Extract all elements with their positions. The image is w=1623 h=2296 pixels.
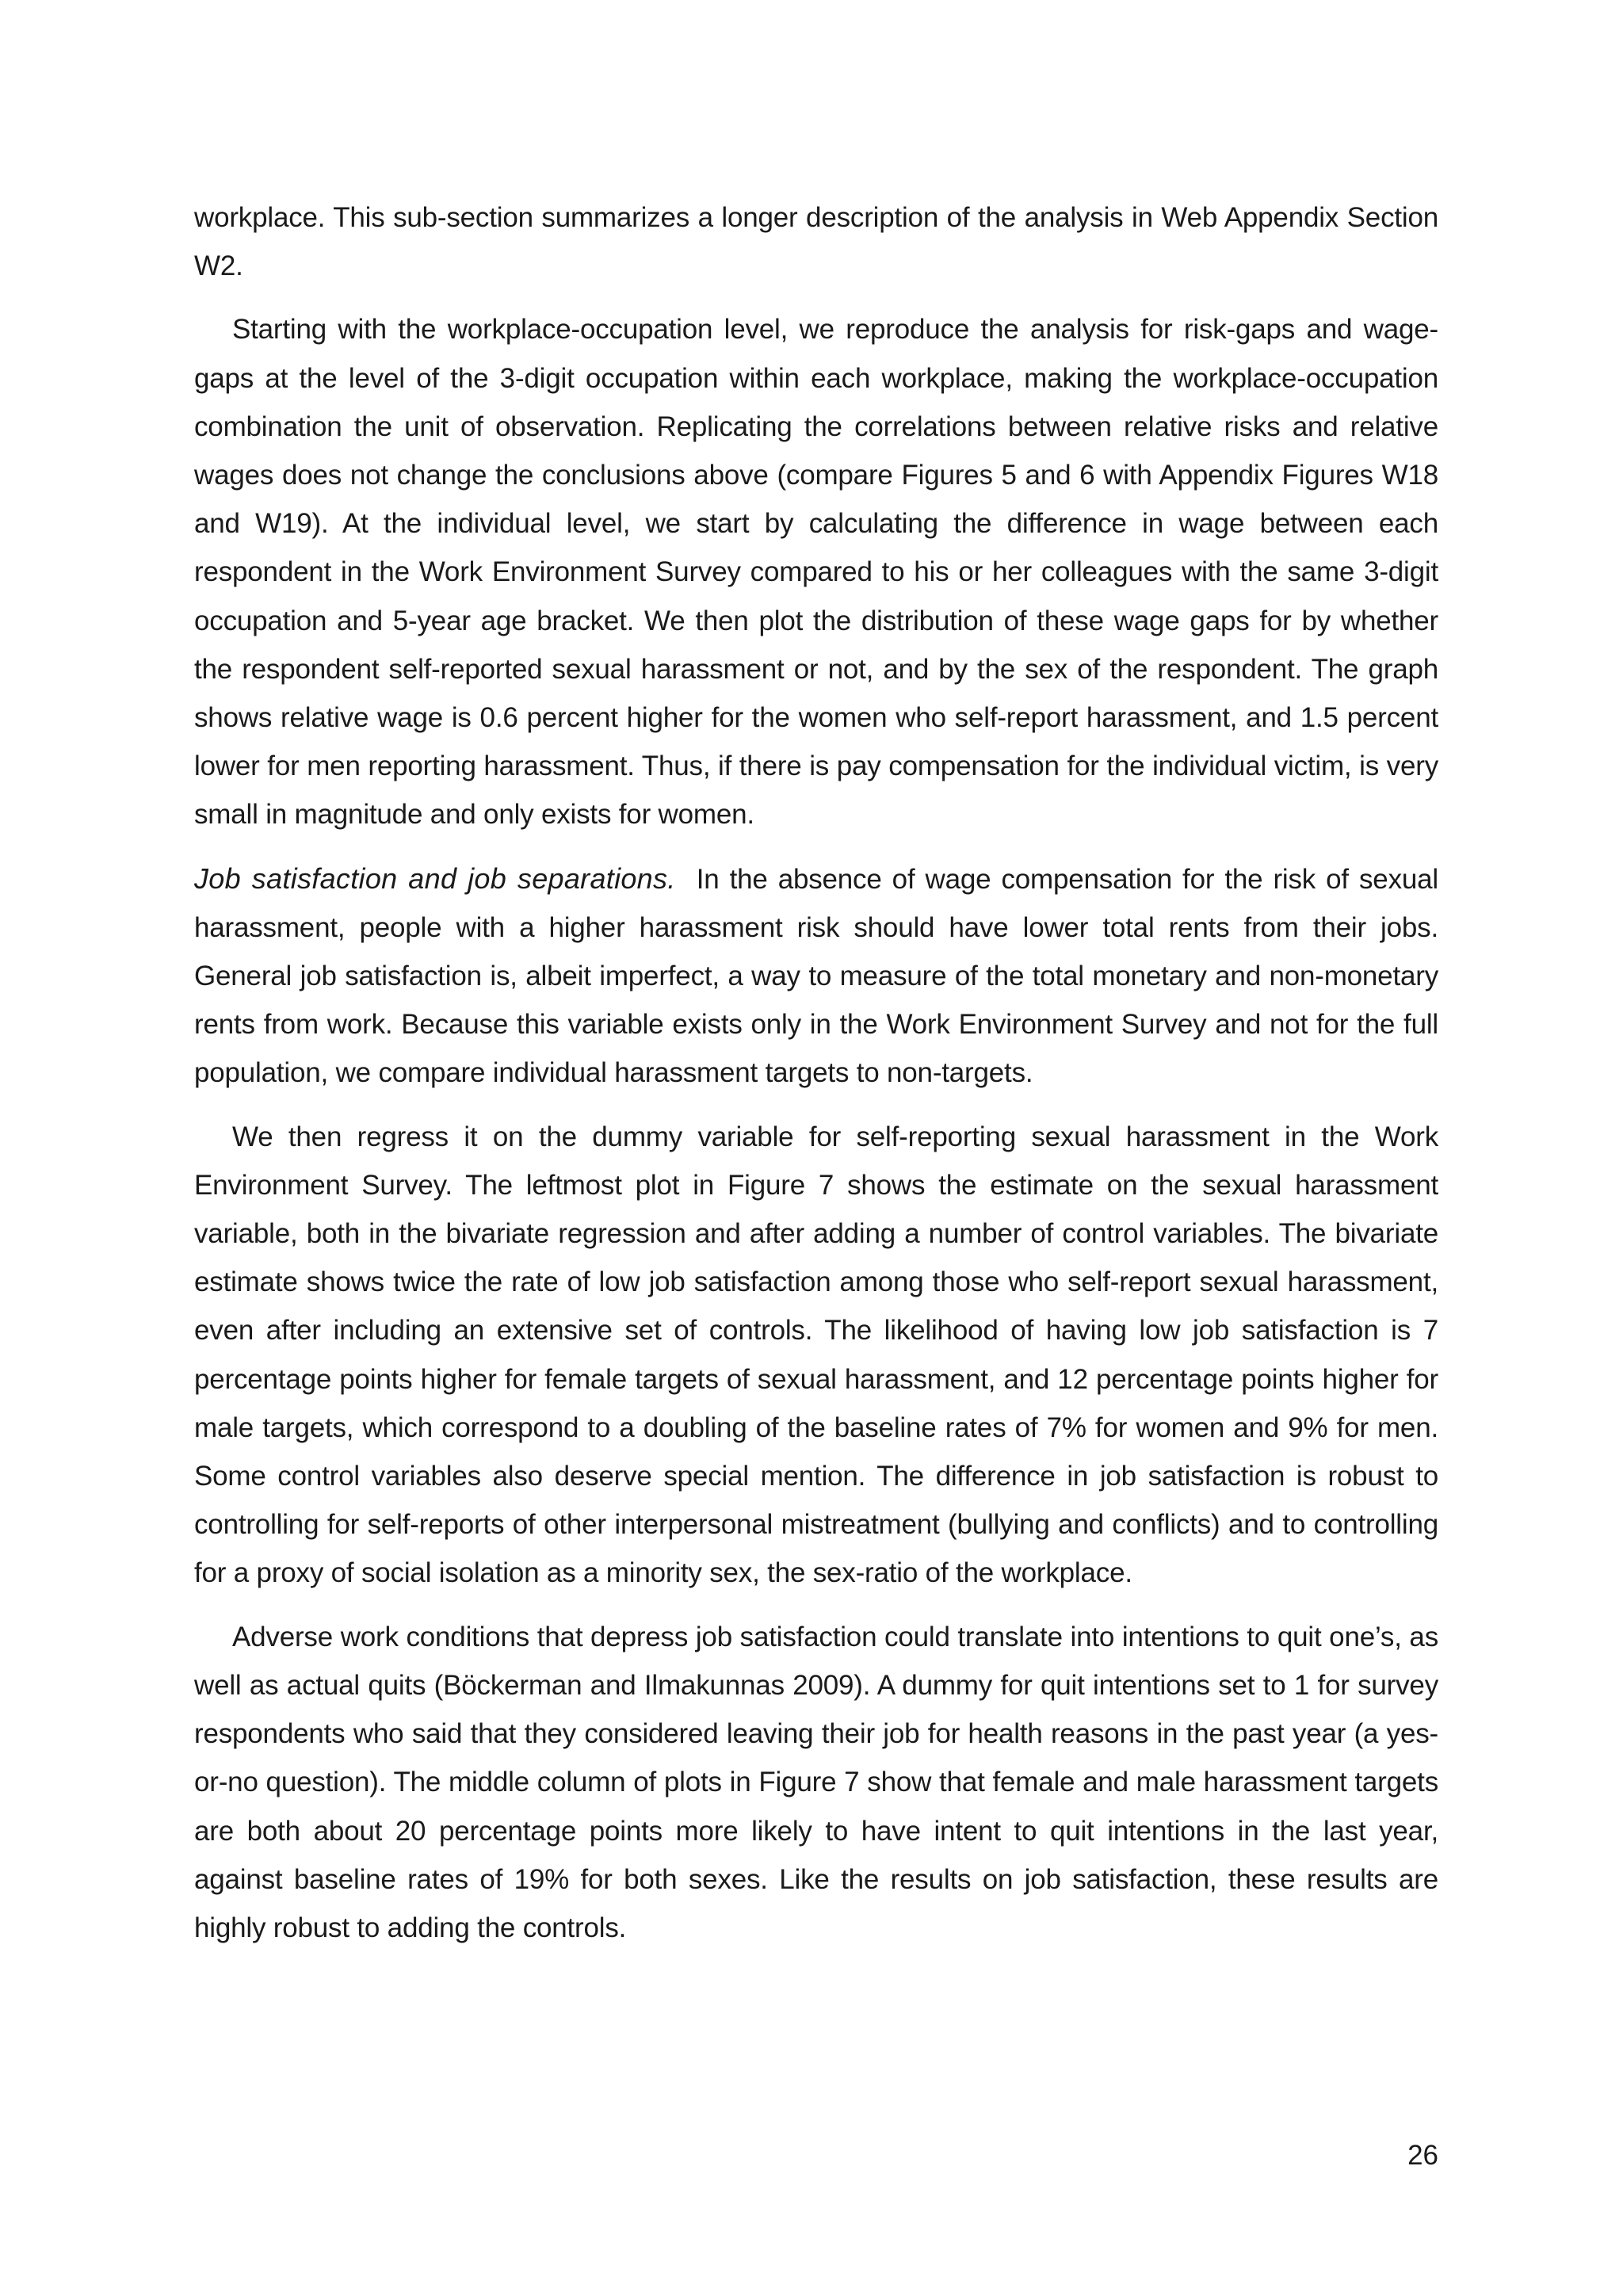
paragraph-quit-intentions: Adverse work conditions that depress job satisfaction could translate into intentions to quit one’s, as well as actual quits (Böckerman and Ilmakunnas 2009). A dummy for quit intentions set to 1 for survey respondents who said that they considered leaving their job for health reasons in the past year (a yes-or-no question). The middle column of plots in Figure 7 show that female and male harassment targets are both about 20 percentage points more likely to have intent to quit intentions in the last year, against baseline rates of 19% for both sexes. Like the results on job satisfaction, these results are highly robust to adding the controls. (194, 1621, 1438, 1943)
paragraph-job-satisfaction (194, 854, 1438, 1098)
paragraph-continued: workplace. This sub-section summarizes a longer description of the analysis in Web Appendix Section W2. (194, 202, 1438, 282)
paragraph-text: In the absence of wage compensation for the risk of sexual harassment, people with a higher harassment risk should have lower total rents from their jobs. General job satisfaction is, albeit imperfect, a way to measure of the total monetary and non-monetary rents from work. Because this variable exists only in the Work Environment Survey and not for the full population, we compare individual harassment targets to non-targets. (194, 863, 1438, 1089)
page-number: 26 (1407, 2140, 1438, 2171)
run-in-heading: Job satisfaction and job separations. (194, 861, 676, 895)
paragraph-regression: We then regress it on the dummy variable for self-reporting sexual harassment in the Work Environment Survey. The leftmost plot in Figure 7 shows the estimate on the sexual harassment variable, both in the bivariate regression and after adding a number of control variables. The bivariate estimate shows twice the rate of low job satisfaction among those who self-report sexual harassment, even after including an extensive set of controls. The likelihood of having low job satisfaction is 7 percentage points higher for female targets of sexual harassment, and 12 percentage points higher for male targets, which correspond to a doubling of the baseline rates of 7% for women and 9% for men. Some control variables also deserve special mention. The difference in job satisfaction is robust to controlling for self-reports of other interpersonal mistreatment (bullying and conflicts) and to controlling for a proxy of social isolation as a minority sex, the sex-ratio of the workplace. (194, 1121, 1438, 1589)
page-body (194, 193, 1438, 1967)
paragraph-workplace-occupation: Starting with the workplace-occupation level, we reproduce the analysis for risk-gaps and wage-gaps at the level of the 3-digit occupation within each workplace, making the workplace-occupation combination the unit of observation. Replicating the correlations between relative risks and relative wages does not change the conclusions above (compare Figures 5 and 6 with Appendix Figures W18 and W19). At the individual level, we start by calculating the difference in wage between each respondent in the Work Environment Survey compared to his or her colleagues with the same 3-digit occupation and 5-year age bracket. We then plot the distribution of these wage gaps for by whether the respondent self-reported sexual harassment or not, and by the sex of the respondent. The graph shows relative wage is 0.6 percent higher for the women who self-report harassment, and 1.5 percent lower for men reporting harassment. Thus, if there is pay compensation for the individual victim, is very small in magnitude and only exists for women. (194, 314, 1438, 831)
